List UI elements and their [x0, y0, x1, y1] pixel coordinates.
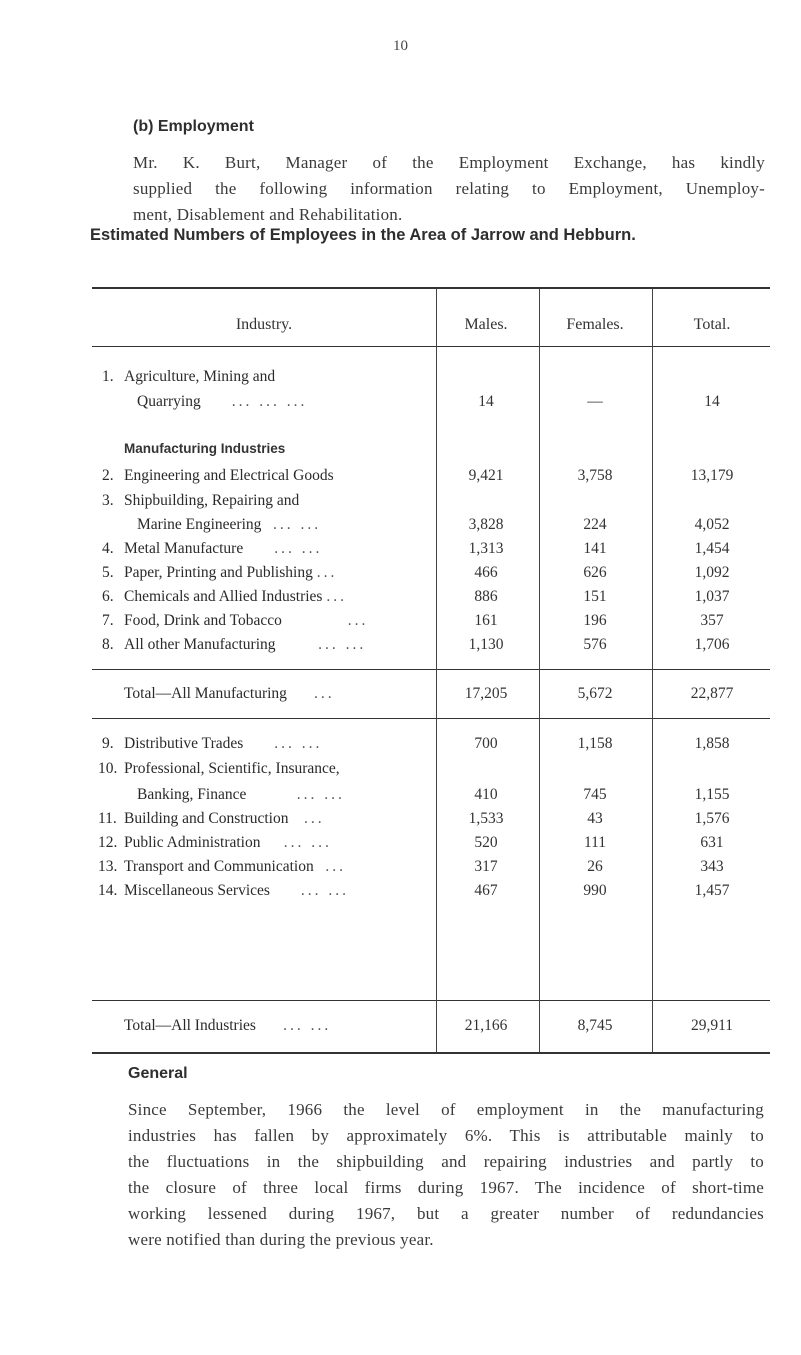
- industry-label: [124, 564, 337, 582]
- total-value: 1,457: [694, 882, 730, 899]
- males-value: 161: [474, 612, 498, 629]
- leader-dots: ...: [347, 612, 369, 629]
- row-number: 7.: [102, 612, 114, 629]
- leader-dots: ... ...: [273, 516, 322, 533]
- table-bottom-rule: [92, 1052, 770, 1054]
- manufacturing-total-bottom-rule: [92, 718, 770, 719]
- label-text: Banking, Finance: [137, 786, 247, 803]
- leader-dots: ...: [303, 810, 325, 827]
- males-value: 1,313: [468, 540, 504, 557]
- row-number: 6.: [102, 588, 114, 605]
- employment-heading: (b) Employment: [133, 118, 254, 135]
- table-top-rule: [92, 287, 770, 289]
- label-text: Building and Construction: [124, 810, 289, 827]
- industry-label: [124, 612, 368, 630]
- males-value: 886: [474, 588, 498, 605]
- label-text: Total—All Manufacturing: [124, 685, 287, 702]
- males-value: 3,828: [468, 516, 504, 533]
- row-number: 2.: [102, 467, 114, 484]
- industry-label: Agriculture, Mining and: [124, 368, 276, 385]
- industry-label-cont: [137, 786, 345, 804]
- total-value: 1,858: [694, 735, 730, 752]
- total-value: 1,092: [694, 564, 730, 581]
- leader-dots: ... ...: [318, 636, 367, 653]
- leader-dots: ... ...: [300, 882, 350, 899]
- industry-label: [124, 858, 346, 876]
- leader-dots: ... ...: [274, 540, 323, 557]
- leader-dots: ... ... ...: [231, 393, 308, 410]
- males-value: 1,130: [468, 636, 504, 653]
- leader-dots: ... ...: [283, 834, 332, 851]
- total-value: 22,877: [690, 685, 734, 702]
- manufacturing-total-top-rule: [92, 669, 770, 670]
- label-text: Quarrying: [137, 393, 201, 410]
- intro-line: Mr. K. Burt, Manager of the Employment Exchange, has kindly: [133, 153, 765, 172]
- general-paragraph: [128, 1097, 764, 1253]
- industry-label: Shipbuilding, Repairing and: [124, 492, 300, 509]
- page-number: 10: [393, 38, 408, 54]
- label-text: Metal Manufacture: [124, 540, 244, 557]
- column-divider: [652, 289, 653, 1052]
- table-title: Estimated Numbers of Employees in the Area of Jarrow and Hebburn.: [90, 226, 636, 244]
- industry-label: Engineering and Electrical Goods: [124, 467, 334, 484]
- total-all-industries-label: [124, 1017, 331, 1035]
- industry-label: [124, 735, 322, 753]
- total-value: 631: [700, 834, 724, 851]
- males-value: 467: [474, 882, 498, 899]
- general-line: were notified than during the previous year.: [128, 1230, 434, 1249]
- females-value: 43: [587, 810, 603, 827]
- total-value: 1,454: [694, 540, 730, 557]
- general-line: the closure of three local firms during 1967. The incidence of short-time: [128, 1178, 764, 1197]
- row-number: 5.: [102, 564, 114, 581]
- industry-label: [124, 882, 349, 900]
- females-value: 151: [583, 588, 607, 605]
- label-text: Miscellaneous Services: [124, 882, 270, 899]
- label-text: Paper, Printing and Publishing: [124, 564, 313, 581]
- industry-label: [124, 540, 322, 558]
- males-value: 410: [474, 786, 498, 803]
- manufacturing-heading: Manufacturing Industries: [124, 441, 286, 456]
- header-males: Males.: [464, 316, 508, 333]
- industry-label: [124, 834, 332, 852]
- males-value: 14: [478, 393, 494, 410]
- males-value: 466: [474, 564, 498, 581]
- total-value: 1,576: [694, 810, 730, 827]
- general-line: the fluctuations in the shipbuilding and repairing industries and partly to: [128, 1152, 764, 1171]
- total-value: 1,706: [694, 636, 730, 653]
- row-number: 11.: [98, 810, 117, 827]
- row-number: 14.: [98, 882, 118, 899]
- label-text: Distributive Trades: [124, 735, 244, 752]
- label-text: Total—All Industries: [124, 1017, 256, 1034]
- males-value: 1,533: [468, 810, 504, 827]
- header-total: Total.: [693, 316, 731, 333]
- total-manufacturing-label: [124, 685, 335, 703]
- females-value: 745: [583, 786, 607, 803]
- females-value: 26: [587, 858, 603, 875]
- row-number: 12.: [98, 834, 118, 851]
- industry-label-cont: [137, 393, 307, 411]
- label-text: Public Administration: [124, 834, 261, 851]
- row-number: 3.: [102, 492, 114, 509]
- females-value: 576: [583, 636, 607, 653]
- females-value: 1,158: [577, 735, 613, 752]
- label-text: Chemicals and Allied Industries: [124, 588, 323, 605]
- leader-dots: ...: [314, 685, 335, 702]
- leader-dots: ...: [325, 858, 346, 875]
- total-value: 14: [704, 393, 720, 410]
- general-heading: General: [128, 1065, 188, 1082]
- females-value: 5,672: [577, 685, 613, 702]
- leader-dots: ... ...: [274, 735, 323, 752]
- females-value: 990: [583, 882, 607, 899]
- total-value: 13,179: [690, 467, 734, 484]
- total-value: 4,052: [694, 516, 730, 533]
- industry-label-cont: [137, 516, 321, 534]
- general-line: industries has fallen by approximately 6%. This is attributable mainly to: [128, 1126, 764, 1145]
- header-rule: [92, 346, 770, 347]
- females-value: 111: [583, 834, 607, 851]
- total-value: 343: [700, 858, 724, 875]
- all-total-top-rule: [92, 1000, 770, 1001]
- industry-label: [124, 588, 347, 606]
- header-females: Females.: [566, 316, 624, 333]
- row-number: 4.: [102, 540, 114, 557]
- intro-line: ment, Disablement and Rehabilitation.: [133, 205, 403, 224]
- females-value: —: [587, 393, 603, 410]
- males-value: 317: [474, 858, 498, 875]
- females-value: 141: [583, 540, 607, 557]
- employment-intro: [133, 150, 765, 228]
- leader-dots: ... ...: [296, 786, 345, 803]
- label-text: Transport and Communication: [124, 858, 314, 875]
- males-value: 9,421: [468, 467, 504, 484]
- total-value: 1,155: [694, 786, 730, 803]
- industry-label: [124, 810, 325, 828]
- females-value: 8,745: [577, 1017, 613, 1034]
- females-value: 3,758: [577, 467, 613, 484]
- row-number: 13.: [98, 858, 118, 875]
- total-value: 357: [700, 612, 724, 629]
- row-number: 1.: [102, 368, 114, 385]
- females-value: 626: [583, 564, 607, 581]
- industry-label: Professional, Scientific, Insurance,: [124, 760, 340, 777]
- label-text: Food, Drink and Tobacco: [124, 612, 282, 629]
- leader-dots: ...: [326, 588, 347, 605]
- total-value: 1,037: [694, 588, 730, 605]
- header-industry: Industry.: [235, 316, 293, 333]
- general-line: working lessened during 1967, but a greater number of redundancies: [128, 1204, 764, 1223]
- row-number: 9.: [102, 735, 114, 752]
- males-value: 21,166: [464, 1017, 508, 1034]
- females-value: 196: [583, 612, 607, 629]
- label-text: Marine Engineering: [137, 516, 262, 533]
- females-value: 224: [583, 516, 607, 533]
- males-value: 700: [474, 735, 498, 752]
- industry-label: [124, 636, 366, 654]
- general-line: Since September, 1966 the level of employment in the manufacturing: [128, 1100, 764, 1119]
- row-number: 10.: [98, 760, 118, 777]
- males-value: 520: [474, 834, 498, 851]
- label-text: All other Manufacturing: [124, 636, 276, 653]
- leader-dots: ... ...: [283, 1017, 332, 1034]
- leader-dots: ...: [316, 564, 338, 581]
- males-value: 17,205: [464, 685, 508, 702]
- intro-line: supplied the following information relating to Employment, Unemploy-: [133, 179, 765, 198]
- row-number: 8.: [102, 636, 114, 653]
- total-value: 29,911: [690, 1017, 734, 1034]
